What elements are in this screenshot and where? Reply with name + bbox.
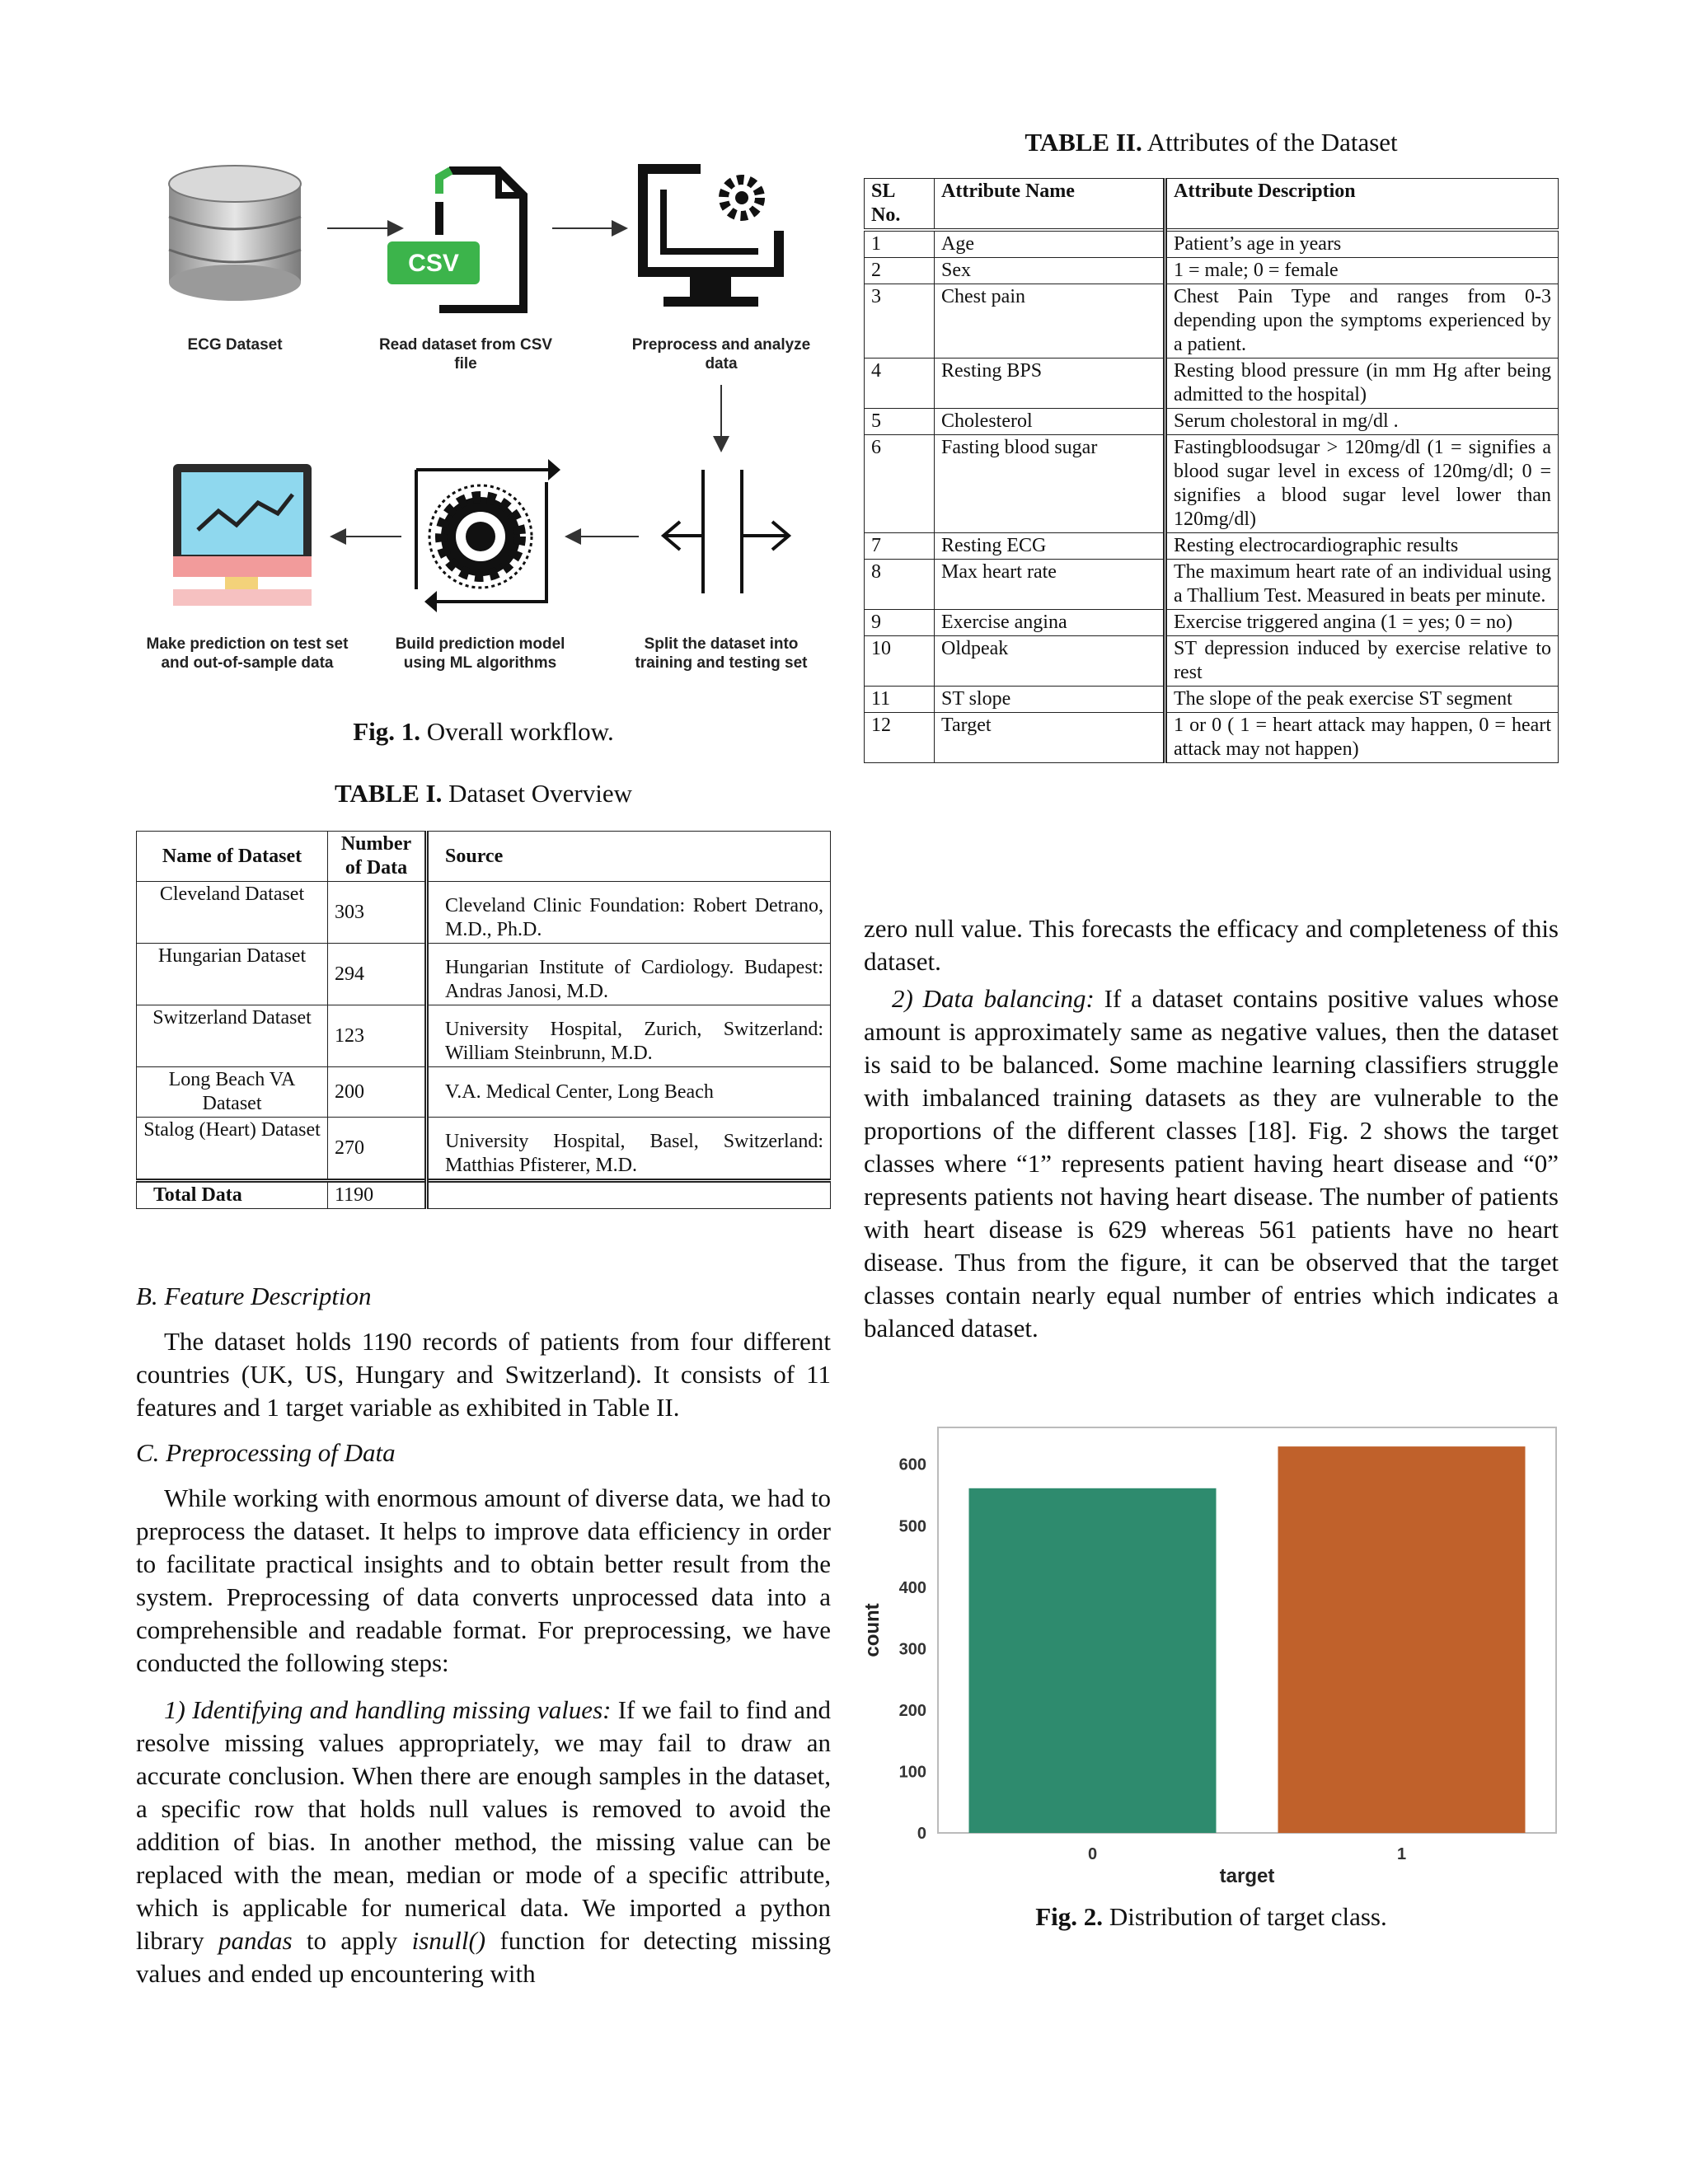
table-cell: Chest pain	[935, 284, 1165, 359]
table-cell: 9	[865, 610, 935, 636]
y-tick-label: 0	[917, 1825, 926, 1843]
table-row	[865, 409, 1559, 435]
table-cell: 7	[865, 533, 935, 560]
paragraph	[136, 1694, 831, 1990]
y-tick-label: 200	[898, 1701, 926, 1720]
table-cell: 2	[865, 258, 935, 284]
table-cell: 123	[328, 1005, 427, 1067]
table-row	[865, 636, 1559, 687]
caption-text: Attributes of the Dataset	[1146, 128, 1398, 157]
table-cell: Fasting blood sugar	[935, 435, 1165, 533]
table-cell: Exercise triggered angina (1 = yes; 0 = no)	[1165, 610, 1559, 636]
workflow-step-label: Read dataset from CSV file	[378, 336, 553, 373]
workflow-figure	[136, 152, 831, 688]
paragraph	[136, 1325, 831, 1424]
paragraph: zero null value. This forecasts the efficacy and completeness of this dataset.	[864, 914, 1559, 976]
bar-chart-svg	[861, 1418, 1559, 1896]
table-cell: Serum cholestoral in mg/dl .	[1165, 409, 1559, 435]
table-cell: Long Beach VA Dataset	[137, 1067, 328, 1118]
section-heading: B. Feature Description	[136, 1282, 372, 1310]
table-header-cell: Attribute Description	[1165, 179, 1559, 231]
table-cell: Resting electrocardiographic results	[1165, 533, 1559, 560]
table-1-caption	[136, 779, 831, 808]
table-cell: The slope of the peak exercise ST segment	[1165, 687, 1559, 713]
table-row	[137, 944, 831, 1005]
table-cell: 8	[865, 560, 935, 610]
workflow-step-label: ECG Dataset	[187, 336, 283, 354]
target-distribution-chart	[861, 1418, 1559, 1896]
subsection-title: 1) Identifying and handling missing values:	[164, 1695, 612, 1724]
subsection-title: 2) Data balancing:	[892, 984, 1095, 1013]
paragraph-text: function for detecting missing values and ended up encountering with	[136, 1926, 832, 1988]
library-name: pandas	[218, 1926, 293, 1955]
table-cell: Hungarian Institute of Cardiology. Budapest: Andras Janosi, M.D.	[427, 944, 831, 1005]
x-axis-label: target	[1219, 1865, 1275, 1887]
table-row	[865, 258, 1559, 284]
table-cell: V.A. Medical Center, Long Beach	[427, 1067, 831, 1118]
section-heading: C. Preprocessing of Data	[136, 1438, 396, 1467]
gear-cycle-icon	[416, 459, 560, 612]
table-cell: 294	[328, 944, 427, 1005]
csv-file-icon	[387, 171, 523, 309]
table-cell: Sex	[935, 258, 1165, 284]
attributes-table	[864, 178, 1559, 763]
paragraph-text: If a dataset contains positive values whose amount is approximately same as negative values, then the dataset is said to be balanced. Some machine learning classifiers struggle with imbalanced training datasets as they are vulnerable to the proportions of the different classes [18]. Fig. 2 shows the target classes where “1” represents patient having heart disease and “0” represents patients not having heart disease. The number of patients with heart disease is 629 whereas 561 patients have no heart disease. Thus from the figure, it can be observed that the target classes contain nearly equal number of entries which indicates a balanced dataset.	[864, 984, 1559, 1343]
workflow-step-label: Make prediction on test set and out-of-sample data	[146, 635, 349, 672]
y-tick-label: 100	[898, 1763, 926, 1782]
paragraph	[864, 982, 1559, 1345]
y-tick-label: 300	[898, 1640, 926, 1659]
prediction-monitor-icon	[173, 464, 312, 606]
x-tick-label: 1	[1396, 1845, 1407, 1863]
table-row	[865, 687, 1559, 713]
bar	[969, 1488, 1217, 1833]
table-cell: 1 = male; 0 = female	[1165, 258, 1559, 284]
table-cell: 4	[865, 359, 935, 409]
table-cell: Fastingbloodsugar > 120mg/dl (1 = signifies a blood sugar level in excess of 120mg/dl; 0 = signifies a blood sugar level lower than 120mg/dl)	[1165, 435, 1559, 533]
caption-label: TABLE II.	[1025, 128, 1142, 157]
table-cell: Cleveland Clinic Foundation: Robert Detrano, M.D., Ph.D.	[427, 882, 831, 944]
table-cell: Cleveland Dataset	[137, 882, 328, 944]
table-cell: Resting BPS	[935, 359, 1165, 409]
table-row	[137, 882, 831, 944]
table-cell: Switzerland Dataset	[137, 1005, 328, 1067]
paragraph-text: The dataset holds 1190 records of patients from four different countries (UK, US, Hungary and Switzerland). It consists of 11 features and 1 target variable as exhibited in Table II.	[136, 1327, 831, 1422]
table-cell: 10	[865, 636, 935, 687]
table-row	[865, 560, 1559, 610]
table-header-cell: Name of Dataset	[137, 832, 328, 882]
table-cell: Exercise angina	[935, 610, 1165, 636]
paragraph-text: to apply	[306, 1926, 398, 1955]
table-cell: University Hospital, Zurich, Switzerland: William Steinbrunn, M.D.	[427, 1005, 831, 1067]
x-tick-label: 0	[1087, 1845, 1098, 1863]
workflow-diagram	[136, 152, 831, 688]
table-header-cell: SL No.	[865, 179, 935, 231]
bar	[1278, 1446, 1526, 1833]
table-2-caption	[864, 128, 1559, 157]
table-cell: 1	[865, 230, 935, 258]
table-cell: ST depression induced by exercise relative to rest	[1165, 636, 1559, 687]
split-icon	[663, 470, 789, 593]
table-cell: Cholesterol	[935, 409, 1165, 435]
paragraph-text: If we fail to find and resolve missing values appropriately, we may fail to draw an accurate conclusion. When there are enough samples in the dataset, a specific row that holds null values is removed to avoid the addition of bias. In another method, the missing value can be replaced with the mean, median or mode of a specific attribute, which is applicable for numerical data. We imported a python library	[136, 1695, 831, 1955]
caption-label: Fig. 1.	[353, 717, 421, 746]
function-name: isnull()	[411, 1926, 486, 1955]
table-row	[865, 713, 1559, 763]
caption-text: Overall workflow.	[426, 717, 614, 746]
table-cell: Oldpeak	[935, 636, 1165, 687]
table-cell: Total Data	[137, 1181, 328, 1209]
table-cell: Resting blood pressure (in mm Hg after being admitted to the hospital)	[1165, 359, 1559, 409]
y-tick-label: 400	[898, 1578, 926, 1597]
table-cell: The maximum heart rate of an individual using a Thallium Test. Measured in beats per minute.	[1165, 560, 1559, 610]
table-header-row	[137, 832, 831, 882]
y-tick-label: 500	[898, 1517, 926, 1536]
table-cell: Stalog (Heart) Dataset	[137, 1118, 328, 1181]
table-cell: 270	[328, 1118, 427, 1181]
figure-1-caption	[136, 717, 831, 747]
table-cell	[427, 1181, 831, 1209]
table-cell: University Hospital, Basel, Switzerland: Matthias Pfisterer, M.D.	[427, 1118, 831, 1181]
caption-label: Fig. 2.	[1035, 1902, 1104, 1931]
table-cell: 1 or 0 ( 1 = heart attack may happen, 0 = heart attack may not happen)	[1165, 713, 1559, 763]
monitor-gear-icon	[643, 169, 779, 307]
table-header-cell: Attribute Name	[935, 179, 1165, 231]
table-cell: Age	[935, 230, 1165, 258]
table-cell: 5	[865, 409, 935, 435]
dataset-overview-table	[136, 831, 831, 1209]
workflow-step-label: Build prediction model using ML algorithms	[395, 635, 565, 672]
paragraph-text: While working with enormous amount of diverse data, we had to preprocess the dataset. It helps to improve data efficiency in order to facilitate practical insights and to obtain better result from the system. Preprocessing of data converts unprocessed data into a comprehensible and readable format. For preprocessing, we have conducted the following steps:	[136, 1483, 831, 1677]
table-row	[137, 1005, 831, 1067]
table-row	[865, 435, 1559, 533]
table-cell: 1190	[328, 1181, 427, 1209]
table-cell: 6	[865, 435, 935, 533]
table-cell: Resting ECG	[935, 533, 1165, 560]
table-header-row	[865, 179, 1559, 231]
table-cell: Hungarian Dataset	[137, 944, 328, 1005]
y-axis-label: count	[861, 1603, 884, 1657]
table-header-cell: Number of Data	[328, 832, 427, 882]
figure-2-caption	[864, 1902, 1559, 1932]
table-cell: 12	[865, 713, 935, 763]
table-cell: Chest Pain Type and ranges from 0-3 depending upon the symptoms experienced by a patient.	[1165, 284, 1559, 359]
paragraph	[136, 1482, 831, 1680]
caption-text: Distribution of target class.	[1109, 1902, 1387, 1931]
table-cell: 3	[865, 284, 935, 359]
table-row	[137, 1067, 831, 1118]
caption-label: TABLE I.	[334, 779, 443, 808]
table-total-row	[137, 1181, 831, 1209]
database-icon	[169, 166, 301, 301]
caption-text: Dataset Overview	[448, 779, 633, 808]
table-row	[865, 359, 1559, 409]
table-row	[137, 1118, 831, 1181]
y-tick-label: 600	[898, 1455, 926, 1474]
table-row	[865, 284, 1559, 359]
table-cell: Max heart rate	[935, 560, 1165, 610]
table-row	[865, 610, 1559, 636]
table-cell: 200	[328, 1067, 427, 1118]
workflow-step-label: Split the dataset into training and testing set	[635, 635, 808, 672]
table-header-cell: Source	[427, 832, 831, 882]
table-cell: ST slope	[935, 687, 1165, 713]
table-cell: Target	[935, 713, 1165, 763]
table-cell: 303	[328, 882, 427, 944]
table-cell: 11	[865, 687, 935, 713]
table-cell: Patient’s age in years	[1165, 230, 1559, 258]
csv-badge-text: CSV	[408, 250, 459, 277]
table-row	[865, 230, 1559, 258]
workflow-step-label: Preprocess and analyze data	[631, 336, 811, 373]
table-row	[865, 533, 1559, 560]
